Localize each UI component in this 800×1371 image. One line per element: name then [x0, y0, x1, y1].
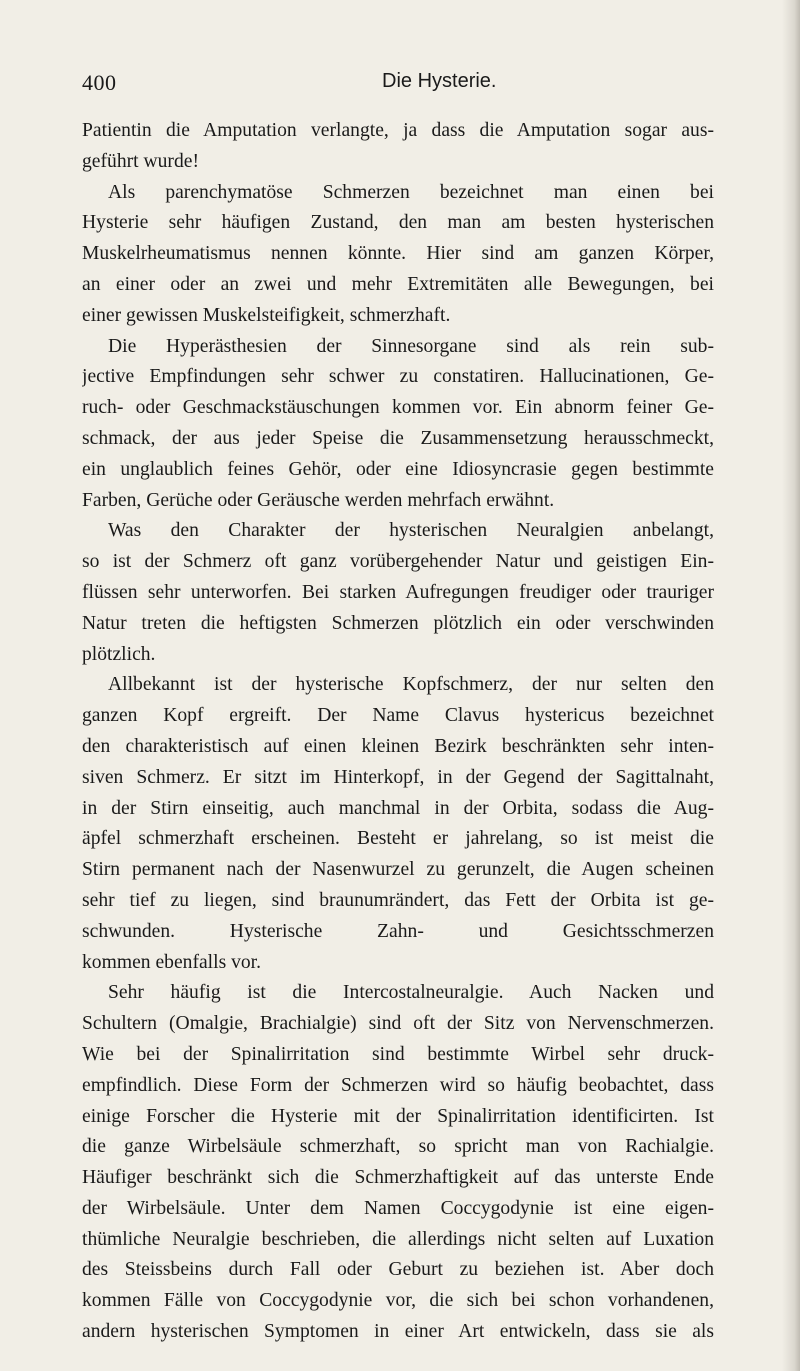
text-line: ganzen Kopf ergreift. Der Name Clavus hystericus bezeichnet [82, 705, 714, 727]
text-line: kommen ebenfalls vor. [82, 951, 262, 973]
text-line: sehr tief zu liegen, sind braunumrändert, das Fett der Orbita ist ge- [82, 889, 714, 911]
text-line: siven Schmerz. Er sitzt im Hinterkopf, in der Gegend der Sagittalnaht, [82, 766, 714, 788]
text-line: empfindlich. Diese Form der Schmerzen wird so häufig beobachtet, dass [82, 1074, 714, 1096]
text-line: Schultern (Omalgie, Brachialgie) sind oft der Sitz von Nervenschmerzen. [82, 1013, 714, 1035]
running-title: Die Hysterie. [382, 70, 497, 92]
text-line: Sehr häufig ist die Intercostalneuralgie. Auch Nacken und [108, 982, 714, 1004]
text-line: Wie bei der Spinalirritation sind bestimmte Wirbel sehr druck- [82, 1043, 714, 1065]
text-line: Farben, Gerüche oder Geräusche werden mehrfach erwähnt. [82, 489, 555, 511]
page-edge-shadow [782, 0, 800, 1371]
text-line: geführt wurde! [82, 150, 199, 172]
text-line: ein unglaublich feines Gehör, oder eine Idiosyncrasie gegen bestimmte [82, 458, 714, 480]
text-line: die ganze Wirbelsäule schmerzhaft, so spricht man von Rachialgie. [82, 1136, 714, 1158]
text-line: den charakteristisch auf einen kleinen Bezirk beschränkten sehr inten- [82, 735, 714, 757]
text-line: des Steissbeins durch Fall oder Geburt zu beziehen ist. Aber doch [82, 1259, 714, 1281]
text-line: thümliche Neuralgie beschrieben, die allerdings nicht selten auf Luxation [82, 1228, 714, 1250]
text-line: Häufiger beschränkt sich die Schmerzhaftigkeit auf das unterste Ende [82, 1167, 714, 1189]
text-line: Die Hyperästhesien der Sinnesorgane sind als rein sub- [108, 335, 714, 357]
text-line: Als parenchymatöse Schmerzen bezeichnet man einen bei [108, 181, 714, 203]
text-line: Was den Charakter der hysterischen Neuralgien anbelangt, [108, 520, 714, 542]
text-line: einige Forscher die Hysterie mit der Spinalirritation identificirten. Ist [82, 1105, 714, 1127]
text-line: Allbekannt ist der hysterische Kopfschmerz, der nur selten den [108, 674, 714, 696]
text-line: äpfel schmerzhaft erscheinen. Besteht er jahrelang, so ist meist die [82, 828, 714, 850]
text-line: Stirn permanent nach der Nasenwurzel zu gerunzelt, die Augen scheinen [82, 859, 714, 881]
page-number: 400 [82, 70, 117, 95]
text-line: Muskelrheumatismus nennen könnte. Hier sind am ganzen Körper, [82, 243, 714, 265]
text-line: schwunden. Hysterische Zahn- und Gesichtsschmerzen [82, 920, 714, 942]
text-line: schmack, der aus jeder Speise die Zusammensetzung herausschmeckt, [82, 427, 714, 449]
text-line: Patientin die Amputation verlangte, ja dass die Amputation sogar aus- [82, 120, 714, 141]
text-line: andern hysterischen Symptomen in einer Art entwickeln, dass sie als [82, 1321, 714, 1343]
text-line: Natur treten die heftigsten Schmerzen plötzlich ein oder verschwinden [82, 612, 714, 634]
body-text [82, 116, 714, 1348]
text-line: kommen Fälle von Coccygodynie vor, die sich bei schon vorhandenen, [82, 1290, 714, 1312]
text-line: flüssen sehr unterworfen. Bei starken Aufregungen freudiger oder trauriger [82, 581, 714, 603]
text-line: Hysterie sehr häufigen Zustand, den man am besten hysterischen [82, 212, 714, 234]
text-line: jective Empfindungen sehr schwer zu constatiren. Hallucinationen, Ge- [82, 366, 714, 388]
text-line: einer gewissen Muskelsteifigkeit, schmerzhaft. [82, 304, 451, 326]
page-header [82, 70, 702, 100]
text-line: der Wirbelsäule. Unter dem Namen Coccygodynie ist eine eigen- [82, 1197, 714, 1219]
text-line: in der Stirn einseitig, auch manchmal in der Orbita, sodass die Aug- [82, 797, 714, 819]
text-line: so ist der Schmerz oft ganz vorübergehender Natur und geistigen Ein- [82, 551, 714, 573]
text-line: plötzlich. [82, 643, 156, 665]
text-line: ruch- oder Geschmackstäuschungen kommen vor. Ein abnorm feiner Ge- [82, 397, 714, 419]
text-line: an einer oder an zwei und mehr Extremitäten alle Bewegungen, bei [82, 273, 714, 295]
